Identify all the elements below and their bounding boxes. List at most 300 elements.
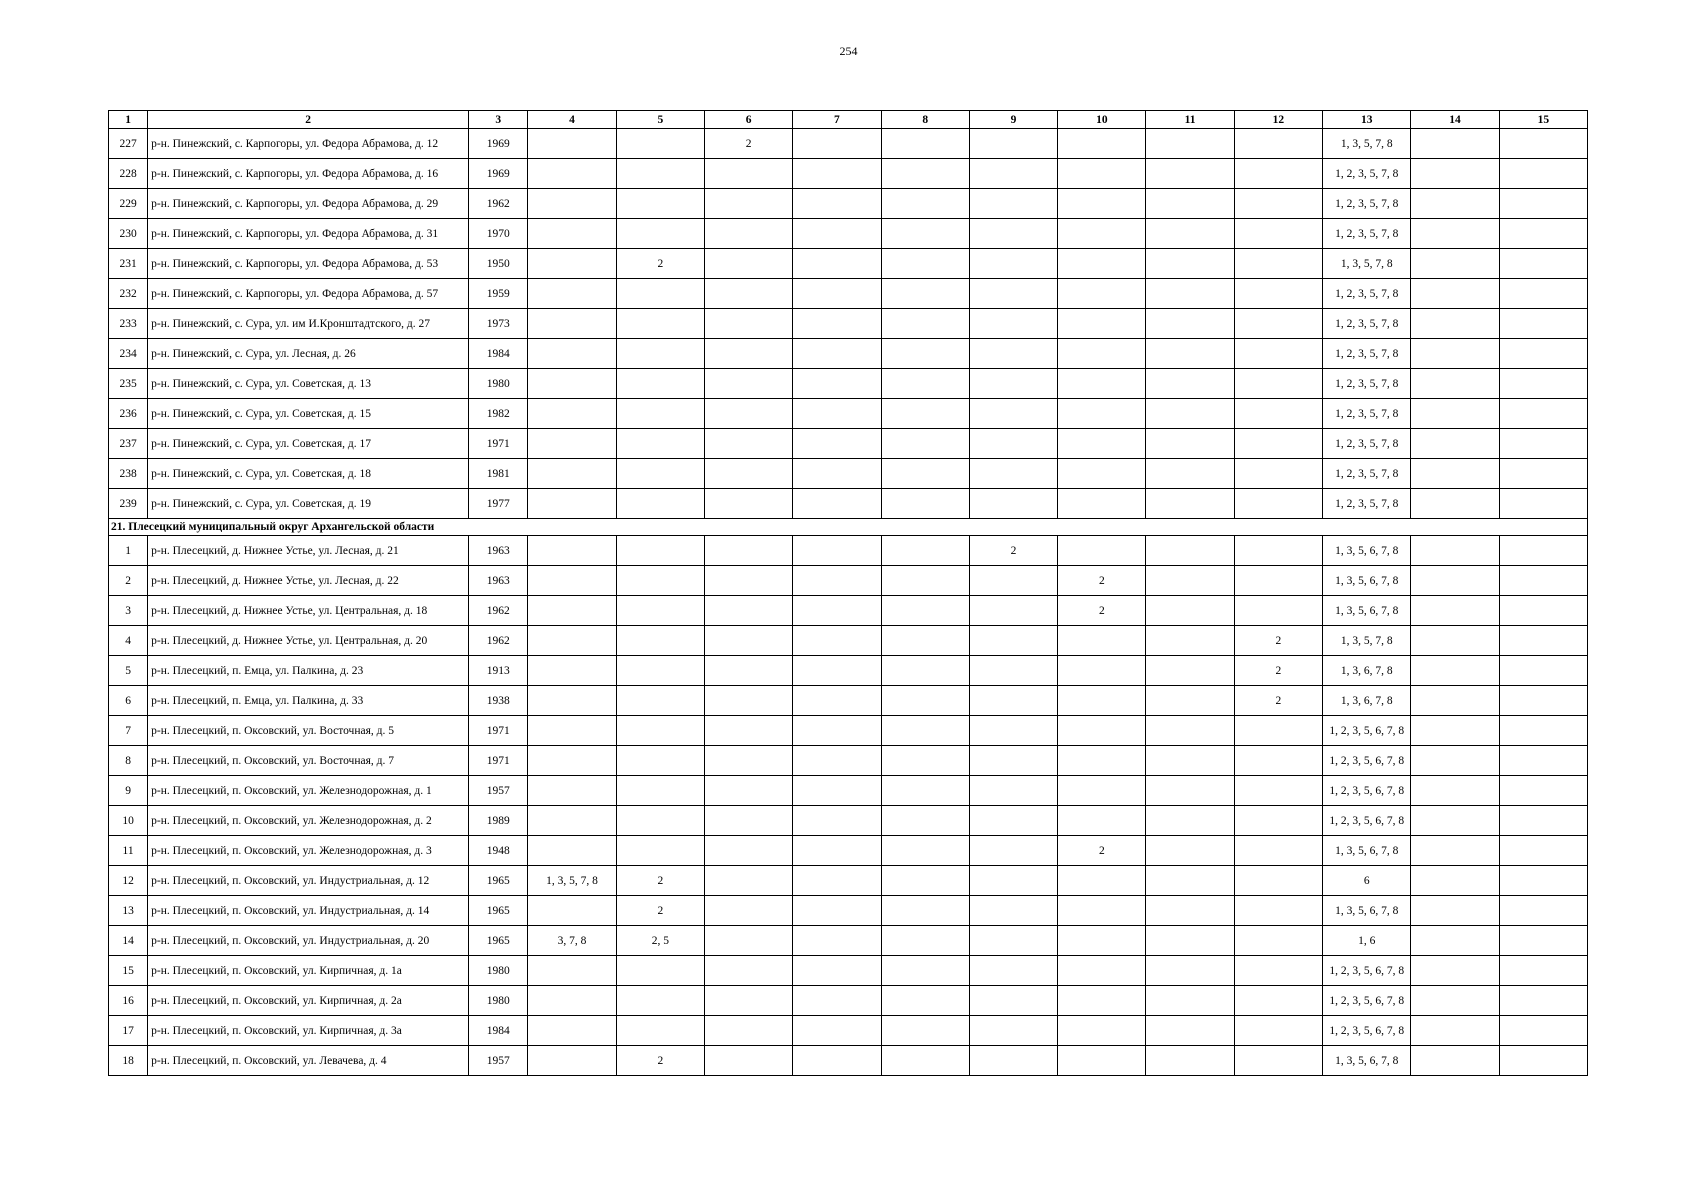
value-cell — [1058, 776, 1146, 806]
row-number-cell: 9 — [109, 776, 148, 806]
row-number-cell: 17 — [109, 1016, 148, 1046]
value-cell — [1411, 746, 1499, 776]
row-number-cell: 1 — [109, 536, 148, 566]
row-number-cell: 227 — [109, 129, 148, 159]
value-cell — [1146, 566, 1234, 596]
value-cell — [1411, 686, 1499, 716]
table-body-pinega — [109, 129, 1588, 519]
value-cell — [616, 129, 704, 159]
value-cell — [1146, 189, 1234, 219]
year-cell: 1984 — [469, 1016, 528, 1046]
value-cell — [881, 159, 969, 189]
value-cell — [793, 1046, 881, 1076]
address-cell: р-н. Пинежский, с. Сура, ул. Советская, д. 18 — [148, 459, 469, 489]
value-cell — [1411, 429, 1499, 459]
value-cell — [616, 746, 704, 776]
value-cell — [1058, 489, 1146, 519]
value-cell — [969, 956, 1057, 986]
table-row — [109, 956, 1588, 986]
value-cell — [528, 656, 616, 686]
table-row — [109, 309, 1588, 339]
value-cell — [881, 309, 969, 339]
value-cell — [704, 369, 792, 399]
value-cell — [969, 596, 1057, 626]
table-row — [109, 249, 1588, 279]
value-cell — [969, 429, 1057, 459]
value-cell — [881, 896, 969, 926]
value-cell — [1146, 1016, 1234, 1046]
table-row — [109, 566, 1588, 596]
value-cell — [1499, 309, 1587, 339]
row-number-cell: 230 — [109, 219, 148, 249]
value-cell — [704, 716, 792, 746]
value-cell — [881, 1046, 969, 1076]
value-cell — [1146, 626, 1234, 656]
value-cell — [969, 399, 1057, 429]
row-number-cell: 228 — [109, 159, 148, 189]
value-cell: 6 — [1323, 866, 1411, 896]
value-cell — [704, 656, 792, 686]
column-header: 2 — [148, 111, 469, 129]
year-cell: 1971 — [469, 429, 528, 459]
value-cell: 2 — [1058, 836, 1146, 866]
table-row — [109, 339, 1588, 369]
value-cell — [793, 596, 881, 626]
value-cell — [704, 219, 792, 249]
value-cell — [881, 536, 969, 566]
value-cell — [881, 429, 969, 459]
row-number-cell: 14 — [109, 926, 148, 956]
value-cell — [704, 626, 792, 656]
value-cell — [969, 776, 1057, 806]
address-cell: р-н. Плесецкий, п. Оксовский, ул. Кирпичная, д. 2а — [148, 986, 469, 1016]
value-cell: 1, 3, 5, 6, 7, 8 — [1323, 836, 1411, 866]
value-cell — [1411, 896, 1499, 926]
value-cell — [1234, 249, 1322, 279]
address-cell: р-н. Плесецкий, п. Емца, ул. Палкина, д. 33 — [148, 686, 469, 716]
address-cell: р-н. Пинежский, с. Карпогоры, ул. Федора Абрамова, д. 29 — [148, 189, 469, 219]
value-cell — [1234, 806, 1322, 836]
value-cell — [528, 189, 616, 219]
value-cell — [528, 429, 616, 459]
value-cell: 1, 2, 3, 5, 7, 8 — [1323, 309, 1411, 339]
value-cell — [1146, 716, 1234, 746]
year-cell: 1963 — [469, 536, 528, 566]
value-cell — [528, 986, 616, 1016]
value-cell: 1, 3, 5, 6, 7, 8 — [1323, 896, 1411, 926]
value-cell — [793, 489, 881, 519]
value-cell — [881, 656, 969, 686]
value-cell — [1234, 1016, 1322, 1046]
row-number-cell: 233 — [109, 309, 148, 339]
value-cell — [616, 1016, 704, 1046]
value-cell — [1234, 986, 1322, 1016]
value-cell — [1234, 429, 1322, 459]
address-cell: р-н. Пинежский, с. Сура, ул. им И.Кронштадтского, д. 27 — [148, 309, 469, 339]
year-cell: 1981 — [469, 459, 528, 489]
address-cell: р-н. Плесецкий, п. Оксовский, ул. Восточная, д. 7 — [148, 746, 469, 776]
value-cell — [1058, 309, 1146, 339]
value-cell: 1, 2, 3, 5, 7, 8 — [1323, 369, 1411, 399]
value-cell — [793, 129, 881, 159]
value-cell — [969, 189, 1057, 219]
value-cell — [528, 219, 616, 249]
value-cell — [881, 866, 969, 896]
value-cell — [1058, 459, 1146, 489]
column-header: 12 — [1234, 111, 1322, 129]
table-row — [109, 686, 1588, 716]
value-cell — [1411, 716, 1499, 746]
value-cell — [1499, 656, 1587, 686]
value-cell — [528, 489, 616, 519]
table-row — [109, 986, 1588, 1016]
value-cell — [616, 429, 704, 459]
value-cell — [1146, 986, 1234, 1016]
value-cell — [881, 566, 969, 596]
value-cell: 1, 2, 3, 5, 7, 8 — [1323, 219, 1411, 249]
value-cell — [969, 369, 1057, 399]
value-cell — [1499, 686, 1587, 716]
value-cell — [1058, 369, 1146, 399]
value-cell — [1411, 309, 1499, 339]
value-cell: 1, 2, 3, 5, 7, 8 — [1323, 159, 1411, 189]
section-row — [109, 519, 1588, 536]
value-cell — [1058, 219, 1146, 249]
row-number-cell: 229 — [109, 189, 148, 219]
value-cell — [1499, 219, 1587, 249]
value-cell — [1499, 459, 1587, 489]
value-cell — [969, 866, 1057, 896]
value-cell — [969, 309, 1057, 339]
value-cell — [528, 309, 616, 339]
address-cell: р-н. Пинежский, с. Сура, ул. Советская, д. 13 — [148, 369, 469, 399]
value-cell: 1, 3, 5, 7, 8 — [1323, 129, 1411, 159]
value-cell — [793, 159, 881, 189]
value-cell — [793, 746, 881, 776]
value-cell — [1234, 459, 1322, 489]
value-cell — [881, 836, 969, 866]
value-cell — [1058, 656, 1146, 686]
value-cell: 1, 2, 3, 5, 6, 7, 8 — [1323, 776, 1411, 806]
value-cell — [881, 626, 969, 656]
value-cell — [1234, 746, 1322, 776]
value-cell — [793, 566, 881, 596]
value-cell — [1411, 986, 1499, 1016]
value-cell — [1058, 536, 1146, 566]
value-cell — [1058, 339, 1146, 369]
table-body-plesetsk — [109, 536, 1588, 1076]
value-cell — [616, 836, 704, 866]
address-cell: р-н. Пинежский, с. Сура, ул. Советская, д. 15 — [148, 399, 469, 429]
value-cell — [1146, 1046, 1234, 1076]
value-cell — [1234, 279, 1322, 309]
value-cell — [528, 626, 616, 656]
value-cell — [528, 806, 616, 836]
year-cell: 1969 — [469, 159, 528, 189]
value-cell — [616, 489, 704, 519]
value-cell — [1146, 459, 1234, 489]
value-cell — [1058, 986, 1146, 1016]
value-cell — [616, 309, 704, 339]
value-cell — [704, 249, 792, 279]
value-cell — [881, 926, 969, 956]
table-row — [109, 596, 1588, 626]
value-cell — [1146, 836, 1234, 866]
column-header: 13 — [1323, 111, 1411, 129]
value-cell — [881, 189, 969, 219]
value-cell — [1411, 1046, 1499, 1076]
value-cell — [1411, 159, 1499, 189]
value-cell — [528, 896, 616, 926]
value-cell — [793, 339, 881, 369]
value-cell — [704, 279, 792, 309]
value-cell: 1, 3, 5, 7, 8 — [1323, 249, 1411, 279]
year-cell: 1971 — [469, 716, 528, 746]
value-cell — [1058, 1016, 1146, 1046]
value-cell — [1499, 536, 1587, 566]
row-number-cell: 2 — [109, 566, 148, 596]
value-cell — [1499, 746, 1587, 776]
value-cell — [1499, 566, 1587, 596]
row-number-cell: 239 — [109, 489, 148, 519]
value-cell — [704, 956, 792, 986]
row-number-cell: 15 — [109, 956, 148, 986]
value-cell — [1234, 339, 1322, 369]
value-cell — [1234, 159, 1322, 189]
value-cell — [793, 716, 881, 746]
value-cell — [1499, 189, 1587, 219]
value-cell — [616, 459, 704, 489]
value-cell — [616, 339, 704, 369]
address-cell: р-н. Плесецкий, п. Емца, ул. Палкина, д. 23 — [148, 656, 469, 686]
value-cell — [1234, 369, 1322, 399]
housing-table — [108, 110, 1588, 1076]
value-cell — [1411, 566, 1499, 596]
value-cell — [1146, 159, 1234, 189]
year-cell: 1957 — [469, 776, 528, 806]
value-cell — [1146, 686, 1234, 716]
value-cell — [616, 189, 704, 219]
value-cell — [1499, 279, 1587, 309]
value-cell — [1499, 489, 1587, 519]
value-cell — [528, 776, 616, 806]
value-cell — [704, 429, 792, 459]
value-cell — [969, 656, 1057, 686]
value-cell — [1499, 926, 1587, 956]
value-cell — [616, 956, 704, 986]
year-cell: 1980 — [469, 956, 528, 986]
year-cell: 1962 — [469, 596, 528, 626]
value-cell — [1411, 866, 1499, 896]
value-cell — [793, 866, 881, 896]
value-cell: 1, 2, 3, 5, 7, 8 — [1323, 279, 1411, 309]
address-cell: р-н. Пинежский, с. Сура, ул. Советская, д. 19 — [148, 489, 469, 519]
year-cell: 1973 — [469, 309, 528, 339]
value-cell — [1411, 536, 1499, 566]
table-row — [109, 536, 1588, 566]
value-cell — [793, 776, 881, 806]
value-cell — [881, 339, 969, 369]
address-cell: р-н. Плесецкий, п. Оксовский, ул. Индустриальная, д. 20 — [148, 926, 469, 956]
value-cell — [1411, 776, 1499, 806]
value-cell — [616, 536, 704, 566]
value-cell — [969, 1016, 1057, 1046]
year-cell: 1962 — [469, 189, 528, 219]
value-cell — [969, 746, 1057, 776]
table-row — [109, 626, 1588, 656]
value-cell — [881, 956, 969, 986]
table-row — [109, 836, 1588, 866]
row-number-cell: 18 — [109, 1046, 148, 1076]
address-cell: р-н. Плесецкий, п. Оксовский, ул. Кирпичная, д. 3а — [148, 1016, 469, 1046]
value-cell — [881, 1016, 969, 1046]
value-cell — [793, 656, 881, 686]
value-cell — [616, 596, 704, 626]
value-cell — [1146, 279, 1234, 309]
value-cell: 2 — [616, 896, 704, 926]
value-cell — [969, 489, 1057, 519]
value-cell: 1, 3, 5, 7, 8 — [1323, 626, 1411, 656]
value-cell — [1499, 626, 1587, 656]
value-cell — [1411, 129, 1499, 159]
column-header: 3 — [469, 111, 528, 129]
value-cell — [1411, 926, 1499, 956]
value-cell — [528, 716, 616, 746]
table-row — [109, 159, 1588, 189]
value-cell — [793, 896, 881, 926]
address-cell: р-н. Пинежский, с. Карпогоры, ул. Федора Абрамова, д. 53 — [148, 249, 469, 279]
table-row — [109, 746, 1588, 776]
value-cell — [1146, 339, 1234, 369]
value-cell: 3, 7, 8 — [528, 926, 616, 956]
column-header: 8 — [881, 111, 969, 129]
value-cell: 1, 2, 3, 5, 7, 8 — [1323, 189, 1411, 219]
value-cell — [1146, 369, 1234, 399]
value-cell — [1146, 866, 1234, 896]
value-cell — [1146, 776, 1234, 806]
column-header: 4 — [528, 111, 616, 129]
value-cell — [793, 986, 881, 1016]
table-row — [109, 129, 1588, 159]
value-cell — [1411, 956, 1499, 986]
year-cell: 1950 — [469, 249, 528, 279]
value-cell — [1499, 776, 1587, 806]
value-cell — [881, 279, 969, 309]
value-cell: 1, 3, 5, 6, 7, 8 — [1323, 1046, 1411, 1076]
value-cell — [793, 956, 881, 986]
value-cell — [969, 249, 1057, 279]
section-group — [109, 519, 1588, 536]
value-cell: 1, 2, 3, 5, 6, 7, 8 — [1323, 806, 1411, 836]
year-cell: 1963 — [469, 566, 528, 596]
value-cell — [793, 459, 881, 489]
value-cell — [1411, 489, 1499, 519]
value-cell — [1234, 489, 1322, 519]
value-cell — [1146, 309, 1234, 339]
value-cell: 2 — [616, 249, 704, 279]
table-row — [109, 656, 1588, 686]
table-row — [109, 429, 1588, 459]
value-cell — [704, 746, 792, 776]
value-cell — [1058, 896, 1146, 926]
year-cell: 1980 — [469, 369, 528, 399]
value-cell — [616, 369, 704, 399]
value-cell — [969, 219, 1057, 249]
value-cell — [881, 716, 969, 746]
row-number-cell: 12 — [109, 866, 148, 896]
table-row — [109, 806, 1588, 836]
value-cell — [881, 249, 969, 279]
value-cell: 1, 3, 6, 7, 8 — [1323, 656, 1411, 686]
value-cell — [616, 806, 704, 836]
value-cell — [969, 459, 1057, 489]
value-cell — [793, 189, 881, 219]
value-cell — [1234, 129, 1322, 159]
value-cell — [793, 309, 881, 339]
value-cell: 1, 3, 6, 7, 8 — [1323, 686, 1411, 716]
column-header: 11 — [1146, 111, 1234, 129]
year-cell: 1965 — [469, 866, 528, 896]
value-cell — [1411, 1016, 1499, 1046]
value-cell: 2, 5 — [616, 926, 704, 956]
value-cell — [1234, 399, 1322, 429]
value-cell — [616, 716, 704, 746]
table-row — [109, 369, 1588, 399]
row-number-cell: 237 — [109, 429, 148, 459]
value-cell — [793, 686, 881, 716]
table-row — [109, 896, 1588, 926]
value-cell — [969, 279, 1057, 309]
address-cell: р-н. Плесецкий, п. Оксовский, ул. Индустриальная, д. 12 — [148, 866, 469, 896]
value-cell — [793, 836, 881, 866]
value-cell — [616, 986, 704, 1016]
value-cell — [1499, 1016, 1587, 1046]
value-cell — [1058, 806, 1146, 836]
value-cell — [1499, 596, 1587, 626]
table-row — [109, 189, 1588, 219]
year-cell: 1913 — [469, 656, 528, 686]
value-cell — [1058, 249, 1146, 279]
row-number-cell: 4 — [109, 626, 148, 656]
row-number-cell: 3 — [109, 596, 148, 626]
value-cell — [1234, 716, 1322, 746]
column-header: 5 — [616, 111, 704, 129]
value-cell — [1058, 399, 1146, 429]
value-cell: 1, 2, 3, 5, 7, 8 — [1323, 489, 1411, 519]
value-cell — [793, 219, 881, 249]
value-cell — [1411, 626, 1499, 656]
value-cell — [1499, 956, 1587, 986]
value-cell — [881, 369, 969, 399]
address-cell: р-н. Пинежский, с. Карпогоры, ул. Федора Абрамова, д. 16 — [148, 159, 469, 189]
value-cell — [793, 626, 881, 656]
value-cell — [616, 566, 704, 596]
value-cell — [528, 339, 616, 369]
value-cell: 1, 3, 5, 6, 7, 8 — [1323, 596, 1411, 626]
value-cell — [1058, 746, 1146, 776]
value-cell — [616, 776, 704, 806]
value-cell — [528, 249, 616, 279]
row-number-cell: 11 — [109, 836, 148, 866]
value-cell — [704, 159, 792, 189]
table-row — [109, 489, 1588, 519]
column-header: 10 — [1058, 111, 1146, 129]
section-title: 21. Плесецкий муниципальный округ Архангельской области — [109, 519, 1588, 536]
value-cell — [704, 986, 792, 1016]
value-cell — [1146, 806, 1234, 836]
value-cell: 2 — [1058, 566, 1146, 596]
value-cell — [1234, 309, 1322, 339]
